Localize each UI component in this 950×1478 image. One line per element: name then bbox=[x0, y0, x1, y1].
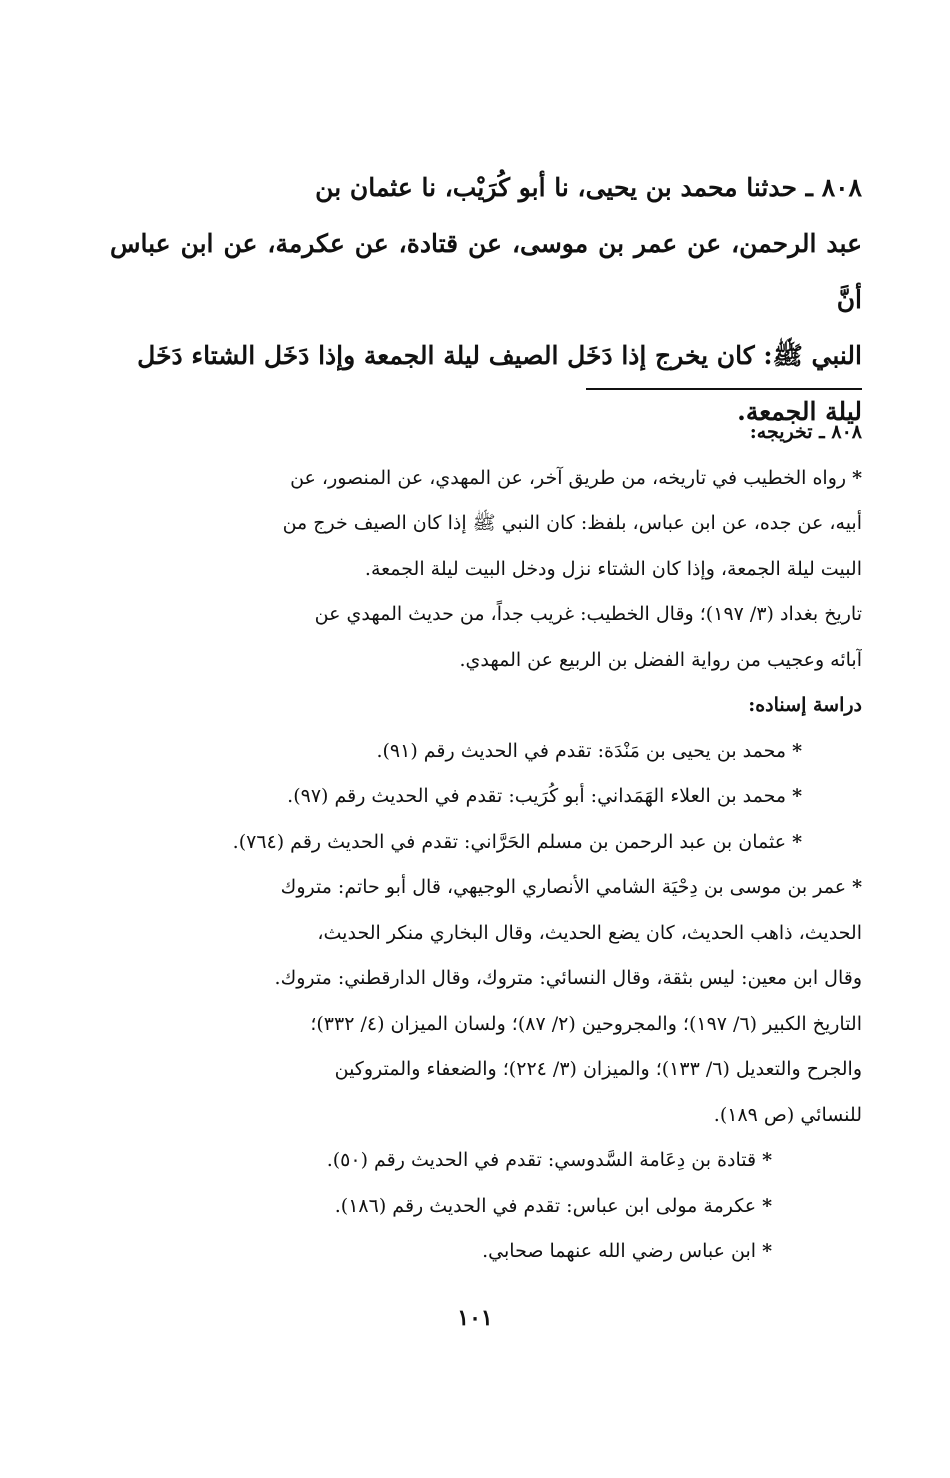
bullet-icon: * bbox=[762, 1240, 772, 1262]
isnad-item-text: عكرمة مولى ابن عباس: تقدم في الحديث رقم (١٨٦). bbox=[334, 1194, 757, 1217]
bullet-icon: * bbox=[852, 876, 862, 898]
isnad-umar-line: الحديث، ذاهب الحديث، كان يضع الحديث، وقال البخاري منكر الحديث، bbox=[317, 921, 862, 944]
takhrij-line bbox=[110, 456, 862, 502]
page-number: ١٠١ bbox=[457, 1305, 493, 1331]
takhrij-heading: ٨٠٨ ـ تخريجه: bbox=[749, 421, 862, 443]
hadith-line: عبد الرحمن، عن عمر بن موسى، عن قتادة، عن عكرمة، عن ابن عباس أنَّ bbox=[110, 229, 862, 314]
isnad-umar-line: التاريخ الكبير (٦/ ١٩٧)؛ والمجروحين (٢/ ٨٧)؛ ولسان الميزان (٤/ ٣٣٢)؛ bbox=[310, 1012, 862, 1035]
isnad-umar-line: وقال ابن معين: ليس بثقة، وقال النسائي: متروك، وقال الدارقطني: متروك. bbox=[274, 967, 862, 989]
isnad-item bbox=[110, 820, 862, 866]
isnad-item bbox=[110, 729, 862, 775]
takhrij-line: تاريخ بغداد (٣/ ١٩٧)؛ وقال الخطيب: غريب جداً، من حديث المهدي عن bbox=[314, 603, 862, 625]
isnad-item bbox=[110, 1184, 862, 1230]
takhrij-line: أبيه، عن جده، عن ابن عباس، بلفظ: كان النبي ﷺ إذا كان الصيف خرج من bbox=[282, 512, 862, 534]
hadith-text bbox=[110, 160, 862, 440]
footnote-divider bbox=[586, 388, 862, 390]
bullet-icon: * bbox=[792, 830, 802, 853]
isnad-item bbox=[110, 1229, 862, 1275]
isnad-umar-line: والجرح والتعديل (٦/ ١٣٣)؛ والميزان (٣/ ٢٢٤)؛ والضعفاء والمتروكين bbox=[334, 1058, 862, 1080]
isnad-item-text: قتادة بن دِعَامة السَّدوسي: تقدم في الحديث رقم (٥٠). bbox=[326, 1149, 757, 1171]
isnad-umar-line bbox=[110, 865, 862, 911]
takhrij-line: آبائه وعجيب من رواية الفضل بن الربيع عن المهدي. bbox=[459, 648, 862, 671]
isnad-item-text: عثمان بن عبد الرحمن بن مسلم الحَرَّاني: تقدم في الحديث رقم (٧٦٤). bbox=[232, 830, 787, 853]
bullet-icon: * bbox=[852, 466, 862, 489]
isnad-item bbox=[110, 774, 862, 820]
isnad-umar-line: للنسائي (ص ١٨٩). bbox=[713, 1103, 862, 1126]
hadith-line: ليلة الجمعة. bbox=[737, 397, 862, 426]
isnad-item-text: محمد بن يحيى بن مَنْدَة: تقدم في الحديث رقم (٩١). bbox=[376, 739, 787, 762]
isnad-umar-text: عمر بن موسى بن دِحْيَة الشامي الأنصاري الوجيهي، قال أبو حاتم: متروك bbox=[280, 876, 847, 898]
bullet-icon: * bbox=[792, 739, 802, 762]
isnad-item bbox=[110, 1138, 862, 1184]
bullet-icon: * bbox=[792, 785, 802, 807]
footnotes bbox=[110, 410, 862, 1275]
isnad-item-text: محمد بن العلاء الهَمَداني: أبو كُرَيب: تقدم في الحديث رقم (٩٧). bbox=[287, 785, 787, 807]
takhrij-line: البيت ليلة الجمعة، وإذا كان الشتاء نزل ودخل البيت ليلة الجمعة. bbox=[364, 557, 862, 580]
bullet-icon: * bbox=[762, 1149, 772, 1171]
hadith-line: النبي ﷺ: كان يخرج إذا دَخَل الصيف ليلة الجمعة وإذا دَخَل الشتاء دَخَل bbox=[137, 341, 862, 370]
isnad-heading: دراسة إسناده: bbox=[748, 694, 862, 716]
hadith-line: ٨٠٨ ـ حدثنا محمد بن يحيى، نا أبو كُرَيْب، نا عثمان بن bbox=[315, 173, 862, 202]
takhrij-text: رواه الخطيب في تاريخه، من طريق آخر، عن المهدي، عن المنصور، عن bbox=[290, 466, 847, 489]
bullet-icon: * bbox=[762, 1194, 772, 1217]
isnad-item-text: ابن عباس رضي الله عنهما صحابي. bbox=[482, 1240, 757, 1262]
